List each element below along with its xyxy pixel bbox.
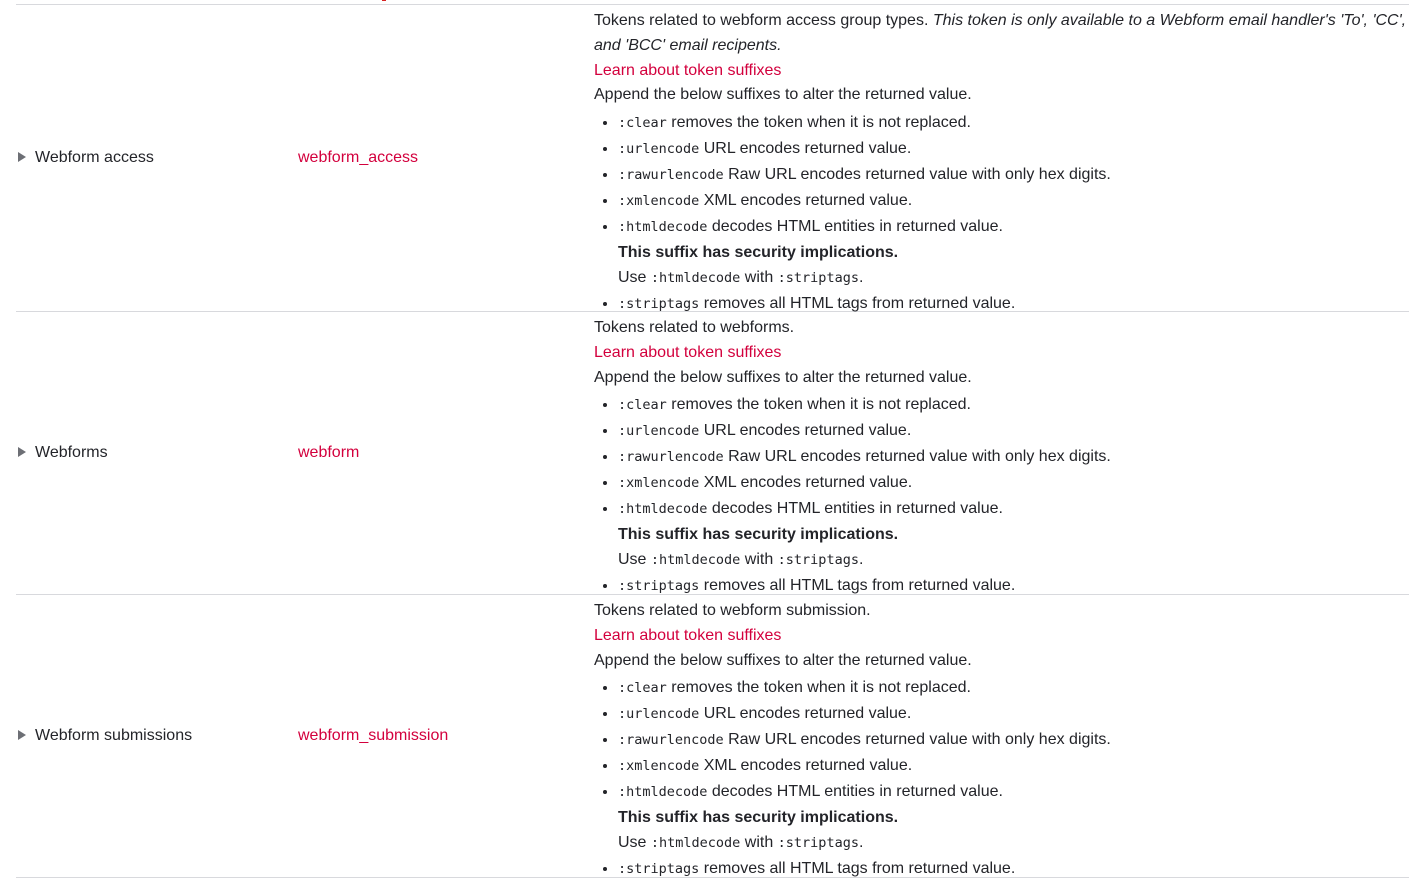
suffix-code: :urlencode: [618, 706, 700, 723]
security-warning: This suffix has security implications.: [618, 244, 899, 262]
token-name-cell: [16, 595, 298, 877]
security-warning: This suffix has security implications.: [618, 526, 899, 544]
token-group-name[interactable]: Webform access: [35, 149, 154, 166]
suffix-list: [594, 673, 1409, 882]
table-top-border: [16, 0, 1409, 5]
list-item: • :xmlencode XML encodes returned value.: [618, 470, 1409, 496]
machine-name-link[interactable]: webform: [298, 444, 360, 461]
use-hint: Use :htmldecode with :striptags.: [618, 834, 864, 852]
list-item: • :urlencode URL encodes returned value.: [618, 701, 1409, 727]
token-group-name[interactable]: Webform submissions: [35, 727, 193, 744]
description-cell: [594, 5, 1409, 311]
token-table: [16, 0, 1409, 878]
suffix-code: :htmldecode: [618, 219, 708, 236]
description-text: Tokens related to webform submission.: [594, 602, 871, 619]
list-item: • :rawurlencode Raw URL encodes returned value with only hex digits.: [618, 727, 1409, 753]
suffix-code: :striptags: [618, 861, 700, 878]
list-item: • :xmlencode XML encodes returned value.: [618, 188, 1409, 214]
list-item: • :xmlencode XML encodes returned value.: [618, 753, 1409, 779]
machine-name-link[interactable]: webform_submission: [298, 727, 449, 744]
table-row: [16, 595, 1409, 878]
suffix-code: :rawurlencode: [618, 732, 724, 749]
suffix-code: :rawurlencode: [618, 449, 724, 466]
list-item: • :clear removes the token when it is not replaced.: [618, 392, 1409, 418]
suffixes-intro: Append the below suffixes to alter the returned value.: [594, 651, 972, 669]
list-item: • :clear removes the token when it is not replaced.: [618, 675, 1409, 701]
list-item: • :htmldecode decodes HTML entities in returned value. This suffix has security implications. Use :htmldecode with :striptags.: [618, 779, 1409, 856]
suffix-list: [594, 390, 1409, 599]
suffix-code: :striptags: [618, 578, 700, 595]
suffix-code: :htmldecode: [618, 784, 708, 801]
list-item: • :clear removes the token when it is not replaced.: [618, 110, 1409, 136]
list-item: • :rawurlencode Raw URL encodes returned value with only hex digits.: [618, 162, 1409, 188]
list-item: • :striptags removes all HTML tags from returned value.: [618, 573, 1409, 599]
machine-name-cell: [298, 595, 594, 877]
learn-suffixes-link[interactable]: Learn about token suffixes: [594, 343, 782, 361]
expand-triangle-icon[interactable]: [18, 152, 26, 162]
security-warning: This suffix has security implications.: [618, 809, 899, 827]
suffix-code: :xmlencode: [618, 758, 700, 775]
suffix-code: :htmldecode: [618, 501, 708, 518]
suffixes-intro: Append the below suffixes to alter the returned value.: [594, 86, 972, 104]
cutoff-link-fragment: [382, 0, 386, 1]
token-name-cell: [16, 5, 298, 311]
machine-name-cell: [298, 312, 594, 594]
list-item: • :striptags removes all HTML tags from returned value.: [618, 291, 1409, 317]
suffix-list: [594, 108, 1409, 317]
machine-name-link[interactable]: webform_access: [298, 149, 419, 166]
use-hint: Use :htmldecode with :striptags.: [618, 551, 864, 569]
expand-triangle-icon[interactable]: [18, 730, 26, 740]
machine-name-cell: [298, 5, 594, 311]
suffix-code: :clear: [618, 115, 667, 132]
description-cell: [594, 312, 1409, 594]
learn-suffixes-link[interactable]: Learn about token suffixes: [594, 61, 782, 79]
list-item: • :rawurlencode Raw URL encodes returned value with only hex digits.: [618, 444, 1409, 470]
description-note: This token is only available to a Webform email handler's 'To', 'CC', and 'BCC' email recipents.: [594, 12, 1407, 54]
token-group-name[interactable]: Webforms: [35, 444, 108, 461]
suffix-code: :clear: [618, 397, 667, 414]
suffix-code: :urlencode: [618, 423, 700, 440]
list-item: • :striptags removes all HTML tags from returned value.: [618, 856, 1409, 882]
suffix-code: :urlencode: [618, 141, 700, 158]
table-row: [16, 312, 1409, 595]
use-hint: Use :htmldecode with :striptags.: [618, 269, 864, 287]
suffix-code: :xmlencode: [618, 475, 700, 492]
table-row: [16, 5, 1409, 312]
suffix-code: :xmlencode: [618, 193, 700, 210]
expand-triangle-icon[interactable]: [18, 447, 26, 457]
description-text: Tokens related to webform access group types. This token is only available to a Webform email handler's 'To', 'CC', and 'BCC' email recipents.: [594, 12, 1407, 54]
suffix-code: :clear: [618, 680, 667, 697]
learn-suffixes-link[interactable]: Learn about token suffixes: [594, 626, 782, 644]
description-text: Tokens related to webforms.: [594, 319, 795, 336]
list-item: • :htmldecode decodes HTML entities in returned value. This suffix has security implications. Use :htmldecode with :striptags.: [618, 214, 1409, 291]
token-name-cell: [16, 312, 298, 594]
list-item: • :urlencode URL encodes returned value.: [618, 418, 1409, 444]
description-cell: [594, 595, 1409, 877]
list-item: • :urlencode URL encodes returned value.: [618, 136, 1409, 162]
suffixes-intro: Append the below suffixes to alter the returned value.: [594, 368, 972, 386]
list-item: • :htmldecode decodes HTML entities in returned value. This suffix has security implications. Use :htmldecode with :striptags.: [618, 496, 1409, 573]
suffix-code: :striptags: [618, 296, 700, 313]
suffix-code: :rawurlencode: [618, 167, 724, 184]
